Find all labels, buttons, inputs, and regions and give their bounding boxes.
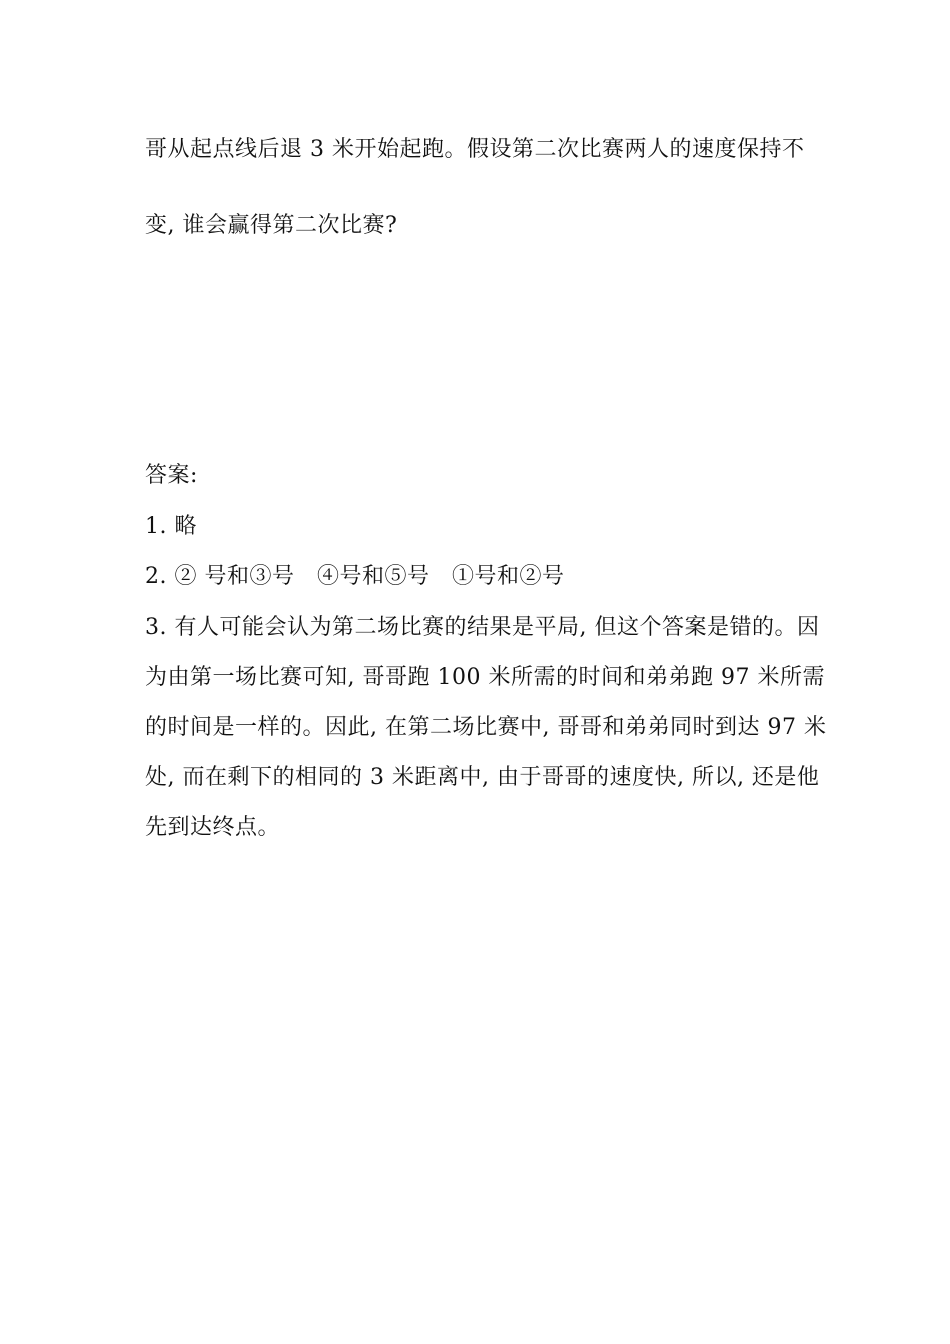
answer-item-3-line: 的时间是一样的。因此, 在第二场比赛中, 哥哥和弟弟同时到达 97 米 [145, 715, 827, 740]
answer-heading: 答案: [145, 463, 198, 488]
answer-item-3-line: 为由第一场比赛可知, 哥哥跑 100 米所需的时间和弟弟跑 97 米所需 [145, 665, 825, 690]
answer-item-2: 2. ② 号和③号 ④号和⑤号 ①号和②号 [145, 564, 565, 589]
answer-item-3-line: 先到达终点。 [145, 815, 281, 840]
answer-item-3-line: 3. 有人可能会认为第二场比赛的结果是平局, 但这个答案是错的。因 [145, 615, 820, 640]
answer-item-1: 1. 略 [145, 514, 197, 539]
question-text-line: 变, 谁会赢得第二次比赛? [145, 213, 398, 238]
answer-item-3-line: 处, 而在剩下的相同的 3 米距离中, 由于哥哥的速度快, 所以, 还是他 [145, 765, 820, 790]
question-text-line: 哥从起点线后退 3 米开始起跑。假设第二次比赛两人的速度保持不 [145, 137, 805, 162]
